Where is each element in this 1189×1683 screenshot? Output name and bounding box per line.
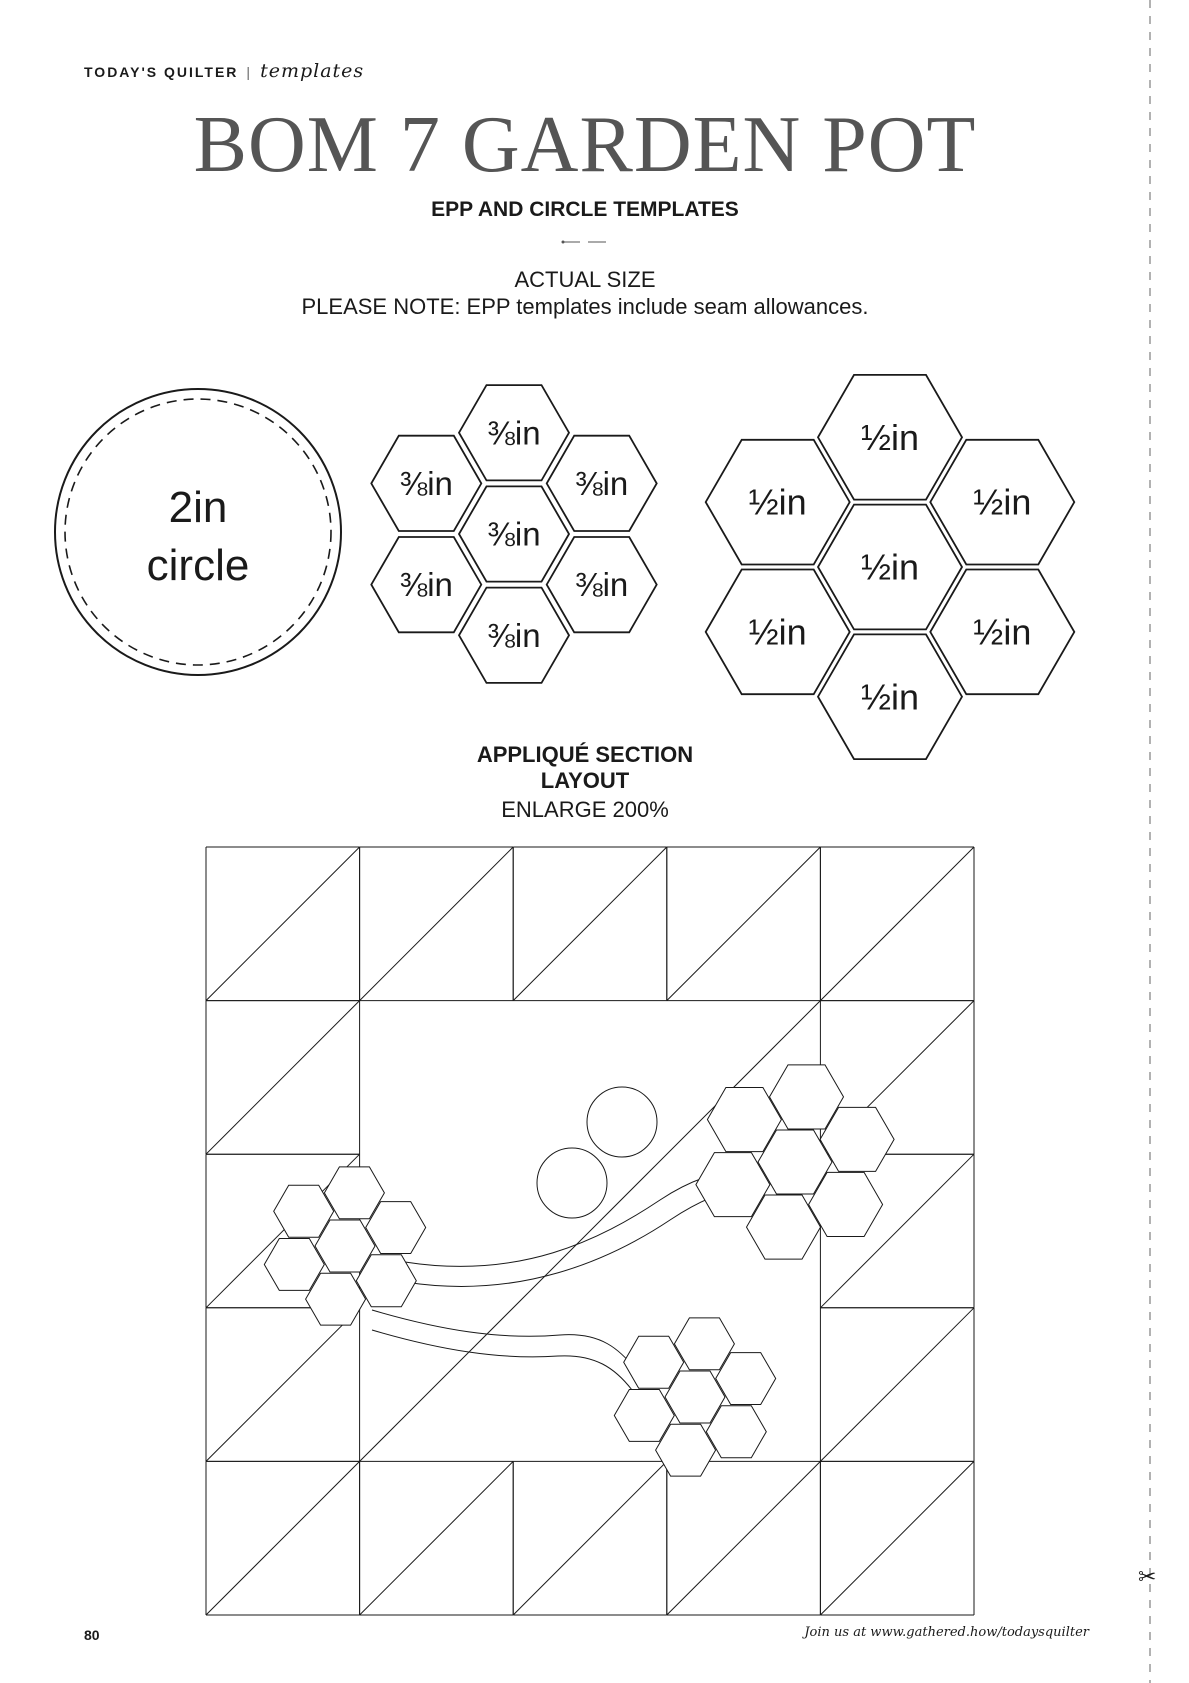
small-hex-template-label: ⅜in bbox=[487, 414, 541, 452]
page-title: BOM 7 GARDEN POT bbox=[193, 101, 977, 189]
large-hex-template-label: ½in bbox=[860, 546, 920, 588]
small-hex-template-label: ⅜in bbox=[487, 515, 541, 553]
section-name: templates bbox=[260, 60, 365, 82]
large-hex-template-label: ½in bbox=[973, 481, 1032, 523]
cut-line bbox=[1140, 0, 1180, 1683]
large-hex-template-label: ½in bbox=[973, 611, 1032, 653]
applique-heading-line2: LAYOUT bbox=[540, 768, 630, 793]
large-hex-template-label: ½in bbox=[748, 611, 807, 653]
circle-label-size: 2in bbox=[168, 483, 228, 532]
brand-separator: | bbox=[246, 64, 253, 80]
small-hex-template-label: ⅜in bbox=[399, 464, 453, 502]
appliqué-circles bbox=[537, 1087, 657, 1218]
footer-website-note: Join us at www.gathered.how/todaysquilter bbox=[804, 1625, 1089, 1640]
seam-allowance-note: PLEASE NOTE: EPP templates include seam allowances. bbox=[301, 294, 869, 319]
small-hex-template-label: ⅜in bbox=[575, 566, 629, 604]
scissors-icon: ✂ bbox=[1138, 1564, 1157, 1589]
large-hex-template-label: ½in bbox=[860, 676, 920, 718]
circle-label-word: circle bbox=[146, 541, 250, 590]
small-hex-template-label: ⅜in bbox=[575, 464, 629, 502]
hexagon-flowers bbox=[264, 1065, 894, 1476]
page-number: 80 bbox=[84, 1627, 100, 1643]
small-hex-template-label: ⅜in bbox=[399, 566, 453, 604]
applique-circle bbox=[537, 1148, 607, 1218]
large-hex-template-label: ½in bbox=[860, 416, 920, 458]
page-subtitle: EPP AND CIRCLE TEMPLATES bbox=[431, 198, 739, 221]
applique-heading-line1: APPLIQUÉ SECTION bbox=[476, 742, 694, 767]
large-hex-template-label: ½in bbox=[748, 481, 807, 523]
enlarge-note: ENLARGE 200% bbox=[501, 797, 669, 822]
applique-circle bbox=[587, 1087, 657, 1157]
small-hex-template-label: ⅜in bbox=[487, 616, 541, 654]
actual-size-note: ACTUAL SIZE bbox=[514, 267, 656, 292]
brand-name: TODAY'S QUILTER bbox=[84, 64, 239, 80]
